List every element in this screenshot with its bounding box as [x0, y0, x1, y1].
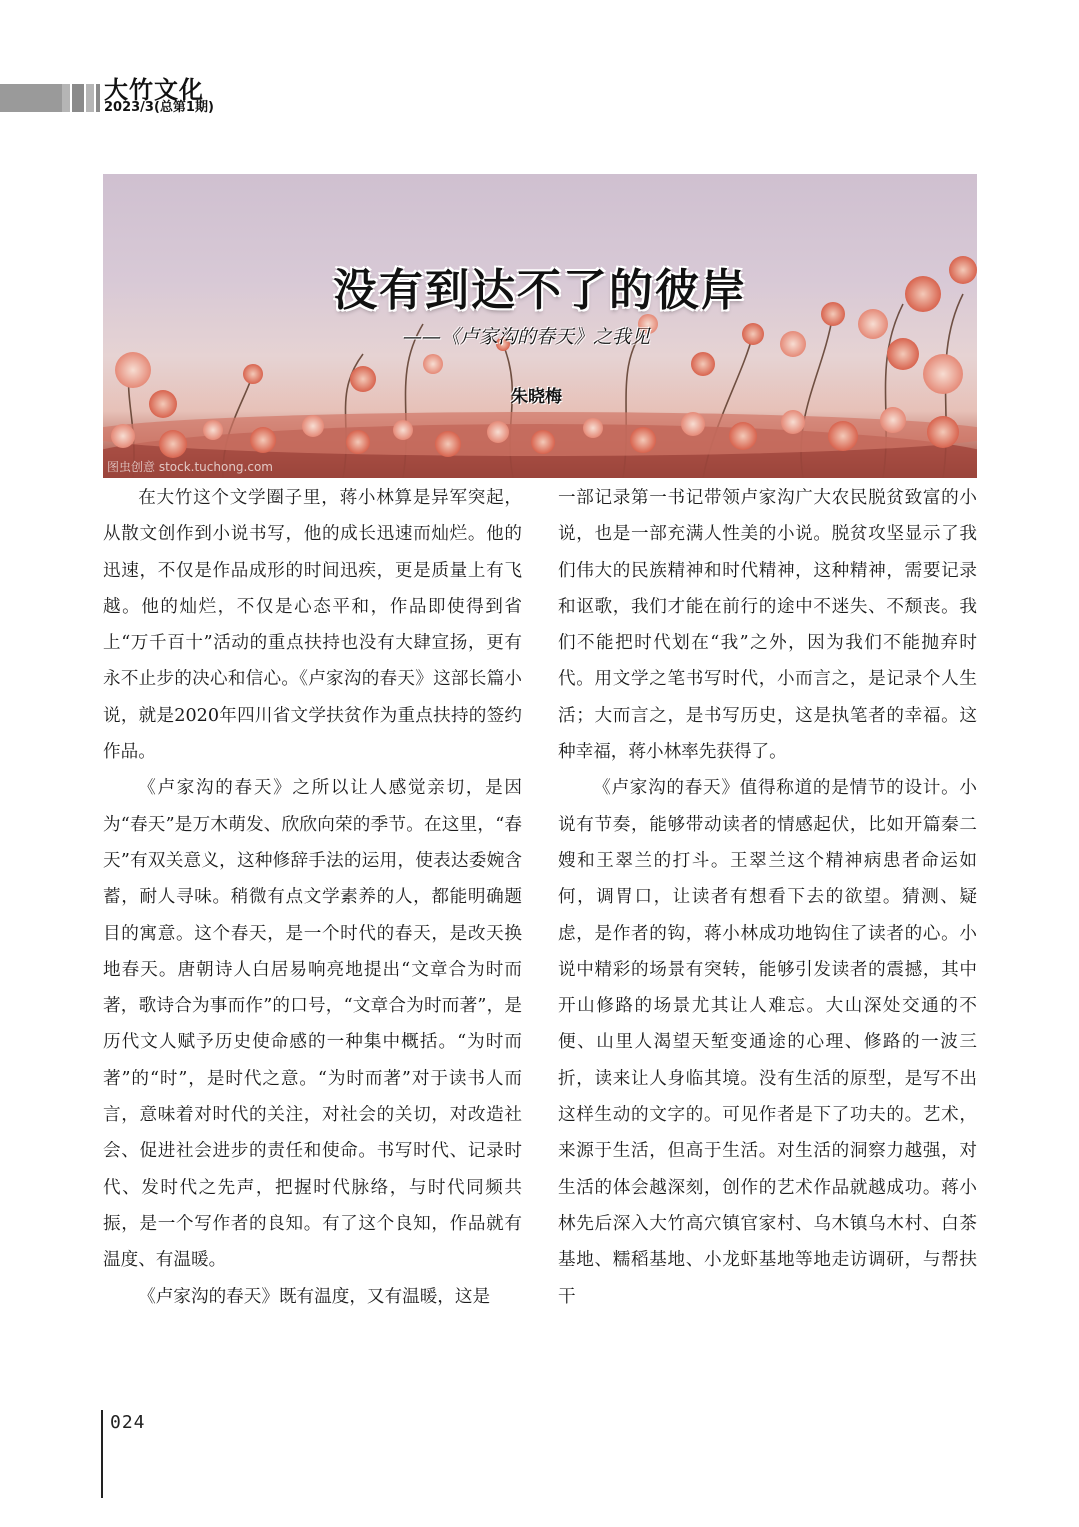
paragraph: 《卢家沟的春天》既有温度，又有温暖，这是 [138, 1286, 491, 1307]
paragraph: 《卢家沟的春天》之所以让人感觉亲切，是因为“春天”是万木萌发、欣欣向荣的季节。在这里，“春天”有双关意义，这种修辞手法的运用，使表达委婉含蓄，耐人寻味。稍微有点文学素养的人，都能明确题目的寓意。这个春天，是一个时代的春天，是改天换地春天。唐朝诗人白居易响亮地提出“文章合为时而著，歌诗合为事而作”的口号，“文章合为时而著”，是历代文人赋予历史使命感的一种集中概括。“为时而著”的“时”，是时代之意。“为时而著”对于读书人而言，意味着对时代的关注，对社会的关切，对改造社会、促进社会进步的责任和使命。书写时代、记录时代、发时代之先声，把握时代脉络，与时代同频共振，是一个写作者的良知。有了这个良知，作品就有温度、有温暖。 [103, 778, 522, 1271]
paragraph: 《卢家沟的春天》值得称道的是情节的设计。小说有节奏，能够带动读者的情感起伏，比如开篇秦二嫂和王翠兰的打斗。王翠兰这个精神病患者命运如何，调胃口，让读者有想看下去的欲望。猜测、疑虑，是作者的钩，蒋小林成功地钩住了读者的心。小说中精彩的场景有突转，能够引发读者的震撼，其中开山修路的场景尤其让人难忘。大山深处交通的不便、山里人渴望天堑变通途的心理、修路的一波三折，读来让人身临其境。没有生活的原型，是写不出这样生动的文字的。可见作者是下了功夫的。艺术，来源于生活，但高于生活。对生活的洞察力越强，对生活的体会越深刻，创作的艺术作品就越成功。蒋小林先后深入大竹高穴镇官家村、乌木镇乌木村、白茶基地、糯稻基地、小龙虾基地等地走访调研，与帮扶干 [558, 778, 977, 1307]
body-column-right [558, 480, 977, 1315]
article-subtitle: ——《卢家沟的春天》之我见 [403, 326, 651, 348]
paragraph-continued: 一部记录第一书记带领卢家沟广大农民脱贫致富的小说，也是一部充满人性美的小说。脱贫攻坚显示了我们伟大的民族精神和时代精神，这种精神，需要记录和讴歌，我们才能在前行的途中不迷失、不颓丧。我们不能把时代划在“我”之外，因为我们不能抛弃时代。用文学之笔书写时代，小而言之，是记录个人生活；大而言之，是书写历史，这是执笔者的幸福。这种幸福，蒋小林率先获得了。 [558, 488, 977, 763]
image-watermark: 图虫创意 stock.tuchong.com [107, 460, 273, 474]
body-column-left [103, 480, 522, 1315]
issue-number: 2023/3(总第1期) [104, 100, 214, 115]
article-banner-image [103, 174, 977, 478]
header-bar-decoration [0, 84, 62, 112]
article-title: 没有到达不了的彼岸 [333, 265, 747, 316]
footer-rule [101, 1410, 103, 1498]
paragraph: 在大竹这个文学圈子里，蒋小林算是异军突起，从散文创作到小说书写，他的成长迅速而灿烂。他的迅速，不仅是作品成形的时间迅疾，更是质量上有飞越。他的灿烂，不仅是心态平和，作品即使得到省上“万千百十”活动的重点扶持也没有大肆宣扬，更有永不止步的决心和信心。《卢家沟的春天》这部长篇小说，就是2020年四川省文学扶贫作为重点扶持的签约作品。 [103, 488, 522, 763]
article-author: 朱晓梅 [511, 387, 562, 407]
page-number: 024 [110, 1412, 146, 1433]
magazine-title: 大竹文化 [104, 76, 204, 104]
